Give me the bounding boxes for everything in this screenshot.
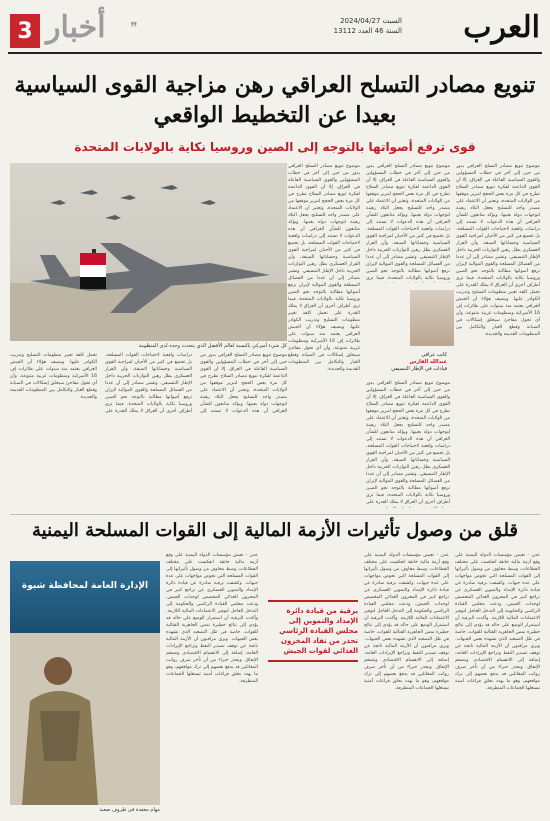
second-headline: قلق من وصول تأثيرات الأزمة المالية إلى القوات المسلحة اليمنية: [31, 520, 519, 541]
main-headline-line1: تنويع مصادر التسلح العراقي رهن مزاجية القوى السياسية: [14, 72, 536, 98]
soldier-photo-caption: مهام معقدة في ظروف صعبة: [99, 807, 160, 813]
banner-text: الإدارة العامة لمحافظة شبوة: [21, 581, 149, 591]
article-column-2b: موضوع تنويع مصادر التسلح العراقي يدور من حين إلى آخر في خطاب المسؤولين والقوى السياسية الفاعلة في العراق، إلا أن القوى الداعمة لفكرة تنويع مصادر السلاح تطرح في كل مرة بعض الحجج لتبرير موقفها من الولايات المتحدة، وتعتبر أن الاعتماد على مصدر واحد للتسليح يجعل البلاد رهينة لتوجهات دولة بعينها. ويؤكد متابعون للشأن العراقي أن هذه الدعوات لا تستند إلى دراسات واقعية لاحتياجات القوات المسلحة، بل تخضع في كثير من الأحيان لمزاجية القوى السياسية وحساباتها الضيقة، وأن القرار العسكري يظل رهين التوازنات الحزبية داخل الإطار التنسيقي. وتشير مصادر إلى أن عددا من الفصائل المسلحة والقوى الموالية لإيران ترفع أصواتها مطالبة بالتوجه نحو الصين وروسيا نكاية بالولايات المتحدة، فيما ترى أطراف أخرى أن العراق لا يملك القدرة على: [366, 381, 450, 505]
fighter-jet-photo: [10, 163, 287, 341]
article-column-2: موضوع تنويع مصادر التسلح العراقي يدور من حين إلى آخر في خطاب المسؤولين والقوى السياسية الفاعلة في العراق، إلا أن القوى الداعمة لفكرة تنويع مصادر السلاح تطرح في كل مرة بعض الحجج لتبرير موقفها من الولايات المتحدة، وتعتبر أن الاعتماد على مصدر واحد للتسليح يجعل البلاد رهينة لتوجهات دولة بعينها. ويؤكد متابعون للشأن العراقي أن هذه الدعوات لا تستند إلى دراسات واقعية لاحتياجات القوات المسلحة، بل تخضع في كثير من الأحيان لمزاجية القوى السياسية وحساباتها الضيقة، وأن القرار العسكري يظل رهين التوازنات الحزبية داخل الإطار التنسيقي. وتشير مصادر إلى أن عددا من الفصائل المسلحة والقوى الموالية لإيران ترفع أصواتها مطالبة بالتوجه نحو الصين وروسيا نكاية بالولايات المتحدة، فيما ترى: [366, 164, 450, 281]
issue-number: السنة 46 العدد 13112: [333, 27, 402, 35]
author-label: كاتب عراقي: [421, 352, 447, 358]
author-box: [375, 352, 447, 373]
article2-column-1: عدن - تعيش مؤسسات الدولة اليمنية على وقع أزمة مالية خانقة انعكست على مختلف القطاعات، وسط مخاوف من وصول تأثيراتها إلى القوات المسلحة التي تخوض مواجهات على عدة جبهات. وكشفت برقية صادرة عن قيادة دائرة الإمداد والتموين العسكري عن تراجع كبير في المخزون الغذائي المخصص لوحدات الجيش، ودعت مجلس القيادة الرئاسي والحكومة إلى التدخل العاجل لتوفير الاعتمادات المالية اللازمة. وأكدت البرقية أن استمرار الوضع على حاله قد يؤدي إلى نتائج خطيرة تمس الجاهزية القتالية للقوات، خاصة في ظل التصعيد الذي تشهده بعض الجبهات. ويرى مراقبون أن الأزمة المالية ناتجة عن توقف تصدير النفط وتراجع الإيرادات العامة، إضافة إلى الانقسام الاقتصادي وتضخم الإنفاق. ويحذر خبراء من أن تأخر صرف رواتب المقاتلين قد يدفع بعضهم إلى ترك مواقعهم، وهو ما يهدد بخلق فراغات أمنية تستغلها الجماعات المتطرفة.: [455, 553, 540, 691]
main-headline-line2: بعيدا عن التخطيط الواقعي: [153, 102, 397, 128]
pull-quote: برقية من قيادة دائرة الإمداد والتموين إلى مجلس القيادة الرئاسي تحذر من نفاد المخزون الغذائي لقوات الجيش: [268, 600, 358, 662]
article2-column-2: عدن - تعيش مؤسسات الدولة اليمنية على وقع أزمة مالية خانقة انعكست على مختلف القطاعات، وسط مخاوف من وصول تأثيراتها إلى القوات المسلحة التي تخوض مواجهات على عدة جبهات. وكشفت برقية صادرة عن قيادة دائرة الإمداد والتموين العسكري عن تراجع كبير في المخزون الغذائي المخصص لوحدات الجيش، ودعت مجلس القيادة الرئاسي والحكومة إلى التدخل العاجل لتوفير الاعتمادات المالية اللازمة. وأكدت البرقية أن استمرار الوضع على حاله قد يؤدي إلى نتائج خطيرة تمس الجاهزية القتالية للقوات، خاصة في ظل التصعيد الذي تشهده بعض الجبهات. ويرى مراقبون أن الأزمة المالية ناتجة عن توقف تصدير النفط وتراجع الإيرادات العامة، إضافة إلى الانقسام الاقتصادي وتضخم الإنفاق. ويحذر خبراء من أن تأخر صرف رواتب المقاتلين قد يدفع بعضهم إلى ترك مواقعهم، وهو ما يهدد بخلق فراغات أمنية تستغلها الجماعات المتطرفة.: [364, 553, 449, 691]
article-column-3: موضوع تنويع مصادر التسلح العراقي يدور من حين إلى آخر في خطاب المسؤولين والقوى السياسية الفاعلة في العراق، إلا أن القوى الداعمة لفكرة تنويع مصادر السلاح تطرح في كل مرة بعض الحجج لتبرير موقفها من الولايات المتحدة، وتعتبر أن الاعتماد على مصدر واحد للتسليح يجعل البلاد رهينة لتوجهات دولة بعينها. ويؤكد متابعون للشأن العراقي أن هذه الدعوات لا تستند إلى دراسات واقعية لاحتياجات القوات المسلحة، بل تخضع في كثير من الأحيان لمزاجية القوى السياسية وحساباتها الضيقة، وأن القرار العسكري يظل رهين التوازنات الحزبية داخل الإطار التنسيقي. وتشير مصادر إلى أن عددا من الفصائل المسلحة والقوى الموالية لإيران ترفع أصواتها مطالبة بالتوجه نحو الصين وروسيا نكاية بالولايات المتحدة، فيما ترى أطراف أخرى أن العراق لا يملك القدرة على تحمل كلفة تغيير منظومات التسليح وتدريب الكوادر عليها. ويضيف هؤلاء أن الجيش العراقي يعتمد منذ سنوات على طائرات إف 16 الأميركية ومنظومات غربية متنوعة، وأن أي تحول مفاجئ سيخلق إشكالات في الصيانة وقطع الغيار والتكامل بين المنظومات القديمة والجديدة.: [288, 164, 360, 372]
jet-illustration: [10, 163, 287, 341]
quote-mark-icon: ❞: [130, 20, 138, 36]
section-divider: [10, 514, 540, 515]
author-name: عبدالله الفارس: [409, 359, 447, 365]
article2-column-3: عدن - تعيش مؤسسات الدولة اليمنية على وقع أزمة مالية خانقة انعكست على مختلف القطاعات، وسط مخاوف من وصول تأثيراتها إلى القوات المسلحة التي تخوض مواجهات على عدة جبهات. وكشفت برقية صادرة عن قيادة دائرة الإمداد والتموين العسكري عن تراجع كبير في المخزون الغذائي المخصص لوحدات الجيش، ودعت مجلس القيادة الرئاسي والحكومة إلى التدخل العاجل لتوفير الاعتمادات المالية اللازمة. وأكدت البرقية أن استمرار الوضع على حاله قد يؤدي إلى نتائج خطيرة تمس الجاهزية القتالية للقوات، خاصة في ظل التصعيد الذي تشهده بعض الجبهات. ويرى مراقبون أن الأزمة المالية ناتجة عن توقف تصدير النفط وتراجع الإيرادات العامة، إضافة إلى الانقسام الاقتصادي وتضخم الإنفاق. ويحذر خبراء من أن تأخر صرف رواتب المقاتلين قد يدفع بعضهم إلى ترك مواقعهم، وهو ما يهدد بخلق فراغات أمنية تستغلها الجماعات المتطرفة.: [166, 553, 258, 684]
soldier-photo: [10, 561, 160, 805]
author-portrait: [410, 290, 454, 346]
soldier-illustration: [10, 561, 160, 805]
issue-date: السبت 2024/04/27: [340, 17, 402, 25]
jet-photo-caption: كل شيء أميركي بالنسبة لعالم الأفضل الذي يتحدث وحده لدى المنظومة: [138, 343, 287, 349]
dateline: [334, 16, 402, 36]
newspaper-logo: العرب: [463, 10, 540, 45]
masthead: [8, 6, 542, 54]
page-number: 3: [10, 14, 40, 48]
article-column-1: موضوع تنويع مصادر التسلح العراقي يدور من حين إلى آخر في خطاب المسؤولين والقوى السياسية الفاعلة في العراق، إلا أن القوى الداعمة لفكرة تنويع مصادر السلاح تطرح في كل مرة بعض الحجج لتبرير موقفها من الولايات المتحدة، وتعتبر أن الاعتماد على مصدر واحد للتسليح يجعل البلاد رهينة لتوجهات دولة بعينها. ويؤكد متابعون للشأن العراقي أن هذه الدعوات لا تستند إلى دراسات واقعية لاحتياجات القوات المسلحة، بل تخضع في كثير من الأحيان لمزاجية القوى السياسية وحساباتها الضيقة، وأن القرار العسكري يظل رهين التوازنات الحزبية داخل الإطار التنسيقي. وتشير مصادر إلى أن عددا من الفصائل المسلحة والقوى الموالية لإيران ترفع أصواتها مطالبة بالتوجه نحو الصين وروسيا نكاية بالولايات المتحدة، فيما ترى أطراف أخرى أن العراق لا يملك القدرة على تحمل كلفة تغيير منظومات التسليح وتدريب الكوادر عليها. ويضيف هؤلاء أن الجيش العراقي يعتمد منذ سنوات على طائرات إف 16 الأميركية ومنظومات غربية متنوعة، وأن أي تحول مفاجئ سيخلق إشكالات في الصيانة وقطع الغيار والتكامل بين المنظومات القديمة والجديدة.: [456, 164, 540, 337]
main-subheadline: قوى ترفع أصواتها بالتوجه إلى الصين وروسيا نكاية بالولايات المتحدة: [74, 140, 476, 154]
article-column-4: موضوع تنويع مصادر التسلح العراقي يدور من حين إلى آخر في خطاب المسؤولين والقوى السياسية الفاعلة في العراق، إلا أن القوى الداعمة لفكرة تنويع مصادر السلاح تطرح في كل مرة بعض الحجج لتبرير موقفها من الولايات المتحدة، وتعتبر أن الاعتماد على مصدر واحد للتسليح يجعل البلاد رهينة لتوجهات دولة بعينها. ويؤكد متابعون للشأن العراقي أن هذه الدعوات لا تستند إلى دراسات واقعية لاحتياجات القوات المسلحة، بل تخضع في كثير من الأحيان لمزاجية القوى السياسية وحساباتها الضيقة، وأن القرار العسكري يظل رهين التوازنات الحزبية داخل الإطار التنسيقي. وتشير مصادر إلى أن عددا من الفصائل المسلحة والقوى الموالية لإيران ترفع أصواتها مطالبة بالتوجه نحو الصين وروسيا نكاية بالولايات المتحدة، فيما ترى أطراف أخرى أن العراق لا يملك القدرة على تحمل كلفة تغيير منظومات التسليح وتدريب الكوادر عليها. ويضيف هؤلاء أن الجيش العراقي يعتمد منذ سنوات على طائرات إف 16 الأميركية ومنظومات غربية متنوعة، وأن أي تحول مفاجئ سيخلق إشكالات في الصيانة وقطع الغيار والتكامل بين المنظومات القديمة والجديدة.: [10, 353, 287, 414]
main-headline: [10, 70, 540, 130]
section-title: أخبار: [46, 10, 106, 45]
author-title: قيادات في الإطار التنسيقي: [391, 366, 447, 372]
